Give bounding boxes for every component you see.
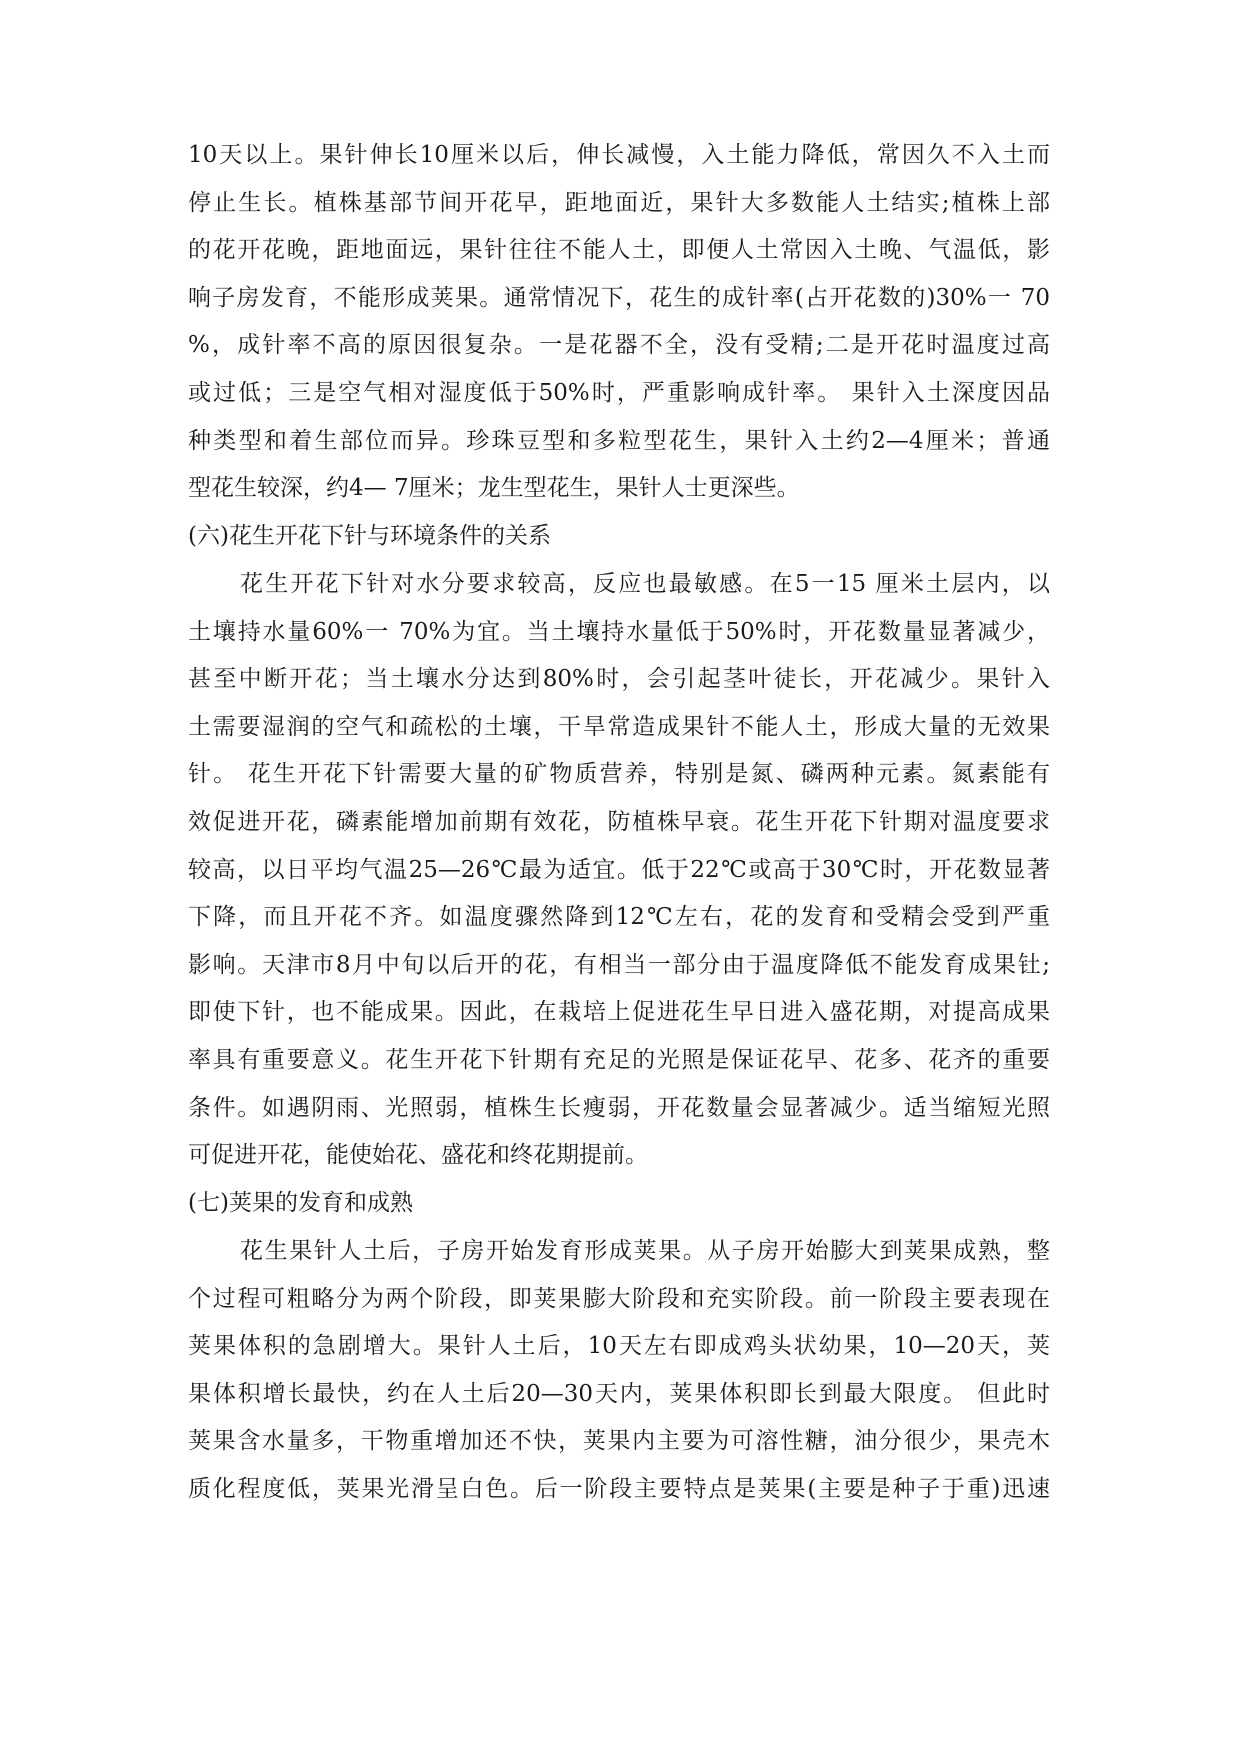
text-line: 质化程度低，荚果光滑呈白色。后一阶段主要特点是荚果(主要是种子于重)迅速 [188, 1475, 1050, 1502]
paragraph-continued [188, 132, 1050, 513]
text-line: 影响。天津市8月中旬以后开的花，有相当一部分由于温度降低不能发育成果钍; [188, 951, 1050, 978]
text-line: 即使下针，也不能成果。因此，在栽培上促进花生早日进入盛花期，对提高成果 [188, 999, 1050, 1026]
text-line: 的花开花晚，距地面远，果针往往不能人土，即便人土常因入土晚、气温低，影 [188, 237, 1050, 264]
text-line: 条件。如遇阴雨、光照弱，植株生长瘦弱，开花数量会显著减少。适当缩短光照 [188, 1094, 1050, 1121]
paragraph-flowering-conditions [188, 561, 1050, 1180]
text-line: 土壤持水量60%一 70%为宜。当土壤持水量低于50%时，开花数量显著减少， [188, 618, 1050, 645]
text-line: 10天以上。果针伸长10厘米以后，伸长减慢，入土能力降低，常因久不入土而 [188, 142, 1050, 168]
text-line: 下降，而且开花不齐。如温度骤然降到12℃左右，花的发育和受精会受到严重 [188, 904, 1050, 931]
text-line: 可促进开花，能使始花、盛花和终花期提前。 [188, 1142, 648, 1169]
text-line: 甚至中断开花；当土壤水分达到80%时，会引起茎叶徒长，开花减少。果针入 [188, 666, 1050, 693]
section-heading-6: (六)花生开花下针与环境条件的关系 [188, 523, 551, 549]
text-line: 花生开花下针对水分要求较高，反应也最敏感。在5一15 厘米土层内，以 [240, 571, 1050, 597]
text-line: 花生果针人土后，子房开始发育形成荚果。从子房开始膨大到荚果成熟，整 [240, 1238, 1050, 1264]
text-line: 个过程可粗略分为两个阶段，即荚果膨大阶段和充实阶段。前一阶段主要表现在 [188, 1285, 1050, 1312]
text-line: 荚果体积的急剧增大。果针人土后，10天左右即成鸡头状幼果，10—20天，荚 [188, 1333, 1050, 1360]
text-line: 型花生较深，约4— 7厘米；龙生型花生，果针人士更深些。 [188, 475, 800, 502]
text-line: 停止生长。植株基部节间开花早，距地面近，果针大多数能人土结实;植株上部 [188, 189, 1050, 216]
text-line: 率具有重要意义。花生开花下针期有充足的光照是保证花早、花多、花齐的重要 [188, 1046, 1050, 1073]
text-line: 荚果含水量多，干物重增加还不快，荚果内主要为可溶性糖，油分很少，果壳木 [188, 1428, 1050, 1455]
text-line: 针。 花生开花下针需要大量的矿物质营养，特别是氮、磷两种元素。氮素能有 [188, 761, 1050, 788]
text-line: 果体积增长最快，约在人土后20—30天内，荚果体积即长到最大限度。 但此时 [188, 1380, 1050, 1407]
text-line: 或过低；三是空气相对湿度低于50%时，严重影响成针率。 果针入土深度因品 [188, 379, 1050, 406]
text-line: 响子房发育，不能形成荚果。通常情况下，花生的成针率(占开花数的)30%一 70 [188, 284, 1050, 311]
text-line: 土需要湿润的空气和疏松的土壤，干旱常造成果针不能人土，形成大量的无效果 [188, 713, 1050, 740]
text-line: %，成针率不高的原因很复杂。一是花器不全，没有受精;二是开花时温度过高 [188, 332, 1050, 359]
text-line: 种类型和着生部位而异。珍珠豆型和多粒型花生，果针入土约2—4厘米；普通 [188, 427, 1050, 454]
section-heading-7: (七)荚果的发育和成熟 [188, 1190, 413, 1216]
text-line: 较高，以日平均气温25—26℃最为适宜。低于22℃或高于30℃时，开花数显著 [188, 856, 1050, 883]
paragraph-pod-development [188, 1228, 1050, 1514]
text-line: 效促进开花，磷素能增加前期有效花，防植株早衰。花生开花下针期对温度要求 [188, 808, 1050, 835]
